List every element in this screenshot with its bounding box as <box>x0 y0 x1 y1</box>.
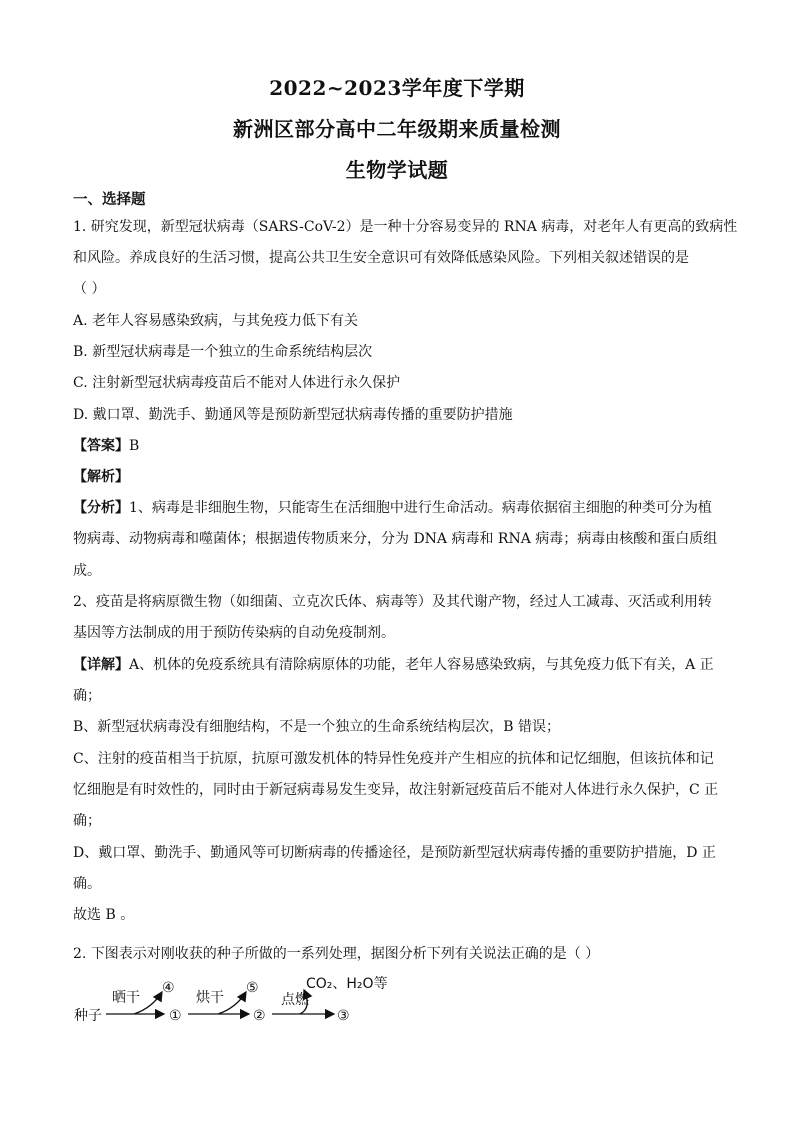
xiangjie-line5: 忆细胞是有时效性的，同时由于新冠病毒易发生变异，故注射新冠疫苗后不能对人体进行永久保护，C 正 <box>73 782 719 798</box>
section-heading: 一、选择题 <box>73 191 146 208</box>
seed-processing-diagram <box>72 972 432 1032</box>
q1-stem-line3: （ ） <box>73 281 106 297</box>
diagram-step2-label: 烘干 <box>196 990 224 1006</box>
q1-option-d: D. 戴口罩、勤洗手、勤通风等是预防新型冠状病毒传播的重要防护措施 <box>73 407 513 423</box>
diagram-node3: ③ <box>337 1008 350 1024</box>
title-exam-name: 新洲区部分高中二年级期来质量检测 <box>233 117 561 141</box>
diagram-node2: ② <box>253 1008 266 1024</box>
xiangjie-line1 <box>73 655 733 675</box>
q1-option-c: C. 注射新型冠状病毒疫苗后不能对人体进行永久保护 <box>73 375 401 391</box>
diagram-step1-label: 晒干 <box>112 990 140 1006</box>
xiangjie-line3: B、新型冠状病毒没有细胞结构，不是一个独立的生命系统结构层次，B 错误； <box>73 719 561 735</box>
diagram-out1: ④ <box>162 980 175 996</box>
title-school-year: 2022~2023学年度下学期 <box>269 76 525 100</box>
xiangjie-line6: 确； <box>73 813 101 829</box>
answer-value: B <box>129 438 140 454</box>
answer-tag: 【答案】 <box>73 438 129 454</box>
xiangjie-tag: 【详解】 <box>73 657 129 673</box>
q2-stem: 2. 下图表示对刚收获的种子所做的一系列处理，据图分析下列有关说法正确的是（ ） <box>73 946 600 962</box>
fenxi-line4: 2、疫苗是将病原微生物（如细菌、立克次氏体、病毒等）及其代谢产物，经过人工减毒、灭活或利用转 <box>73 594 712 610</box>
diagram-svg <box>72 972 432 1032</box>
q1-option-b: B. 新型冠状病毒是一个独立的生命系统结构层次 <box>73 344 373 360</box>
fenxi-line1 <box>73 498 733 518</box>
q1-answer <box>73 436 733 456</box>
q1-conclusion: 故选 B 。 <box>73 907 135 923</box>
fenxi-text1: 1、病毒是非细胞生物，只能寄生在活细胞中进行生命活动。病毒依据宿主细胞的种类可分为植 <box>129 500 712 516</box>
q1-stem-line2: 和风险。养成良好的生活习惯，提高公共卫生安全意识可有效降低感染风险。下列相关叙述错误的是 <box>73 250 689 266</box>
fenxi-line2: 物病毒、动物病毒和噬菌体；根据遗传物质来分，分为 DNA 病毒和 RNA 病毒；病毒由核酸和蛋白质组 <box>73 531 718 547</box>
xiangjie-line4: C、注射的疫苗相当于抗原，抗原可激发机体的特异性免疫并产生相应的抗体和记忆细胞，但该抗体和记 <box>73 751 714 767</box>
fenxi-line5: 基因等方法制成的用于预防传染病的自动免疫制剂。 <box>73 625 395 641</box>
xiangjie-line2: 确； <box>73 688 101 704</box>
diagram-out2: ⑤ <box>246 980 259 996</box>
q1-option-a: A. 老年人容易感染致病，与其免疫力低下有关 <box>73 313 359 329</box>
diagram-step3-label: 点燃 <box>281 992 309 1008</box>
xiangjie-line7: D、戴口罩、勤洗手、勤通风等可切断病毒的传播途径，是预防新型冠状病毒传播的重要防护措施，D 正 <box>73 845 716 861</box>
fenxi-line3: 成。 <box>73 563 101 579</box>
diagram-start-label: 种子 <box>74 1008 102 1024</box>
xiangjie-text1: A、机体的免疫系统具有清除病原体的功能，老年人容易感染致病，与其免疫力低下有关，A 正 <box>129 657 714 673</box>
title-subject: 生物学试题 <box>345 158 449 182</box>
diagram-node1: ① <box>169 1008 182 1024</box>
fenxi-tag: 【分析】 <box>73 500 129 516</box>
diagram-out3: CO₂、H₂O等 <box>306 976 388 992</box>
xiangjie-line8: 确。 <box>73 876 101 892</box>
analysis-tag: 【解析】 <box>73 469 129 485</box>
q1-stem-line1: 1. 研究发现，新型冠状病毒（SARS-CoV-2）是一种十分容易变异的 RNA 病毒，对老年人有更高的致病性 <box>73 219 738 235</box>
